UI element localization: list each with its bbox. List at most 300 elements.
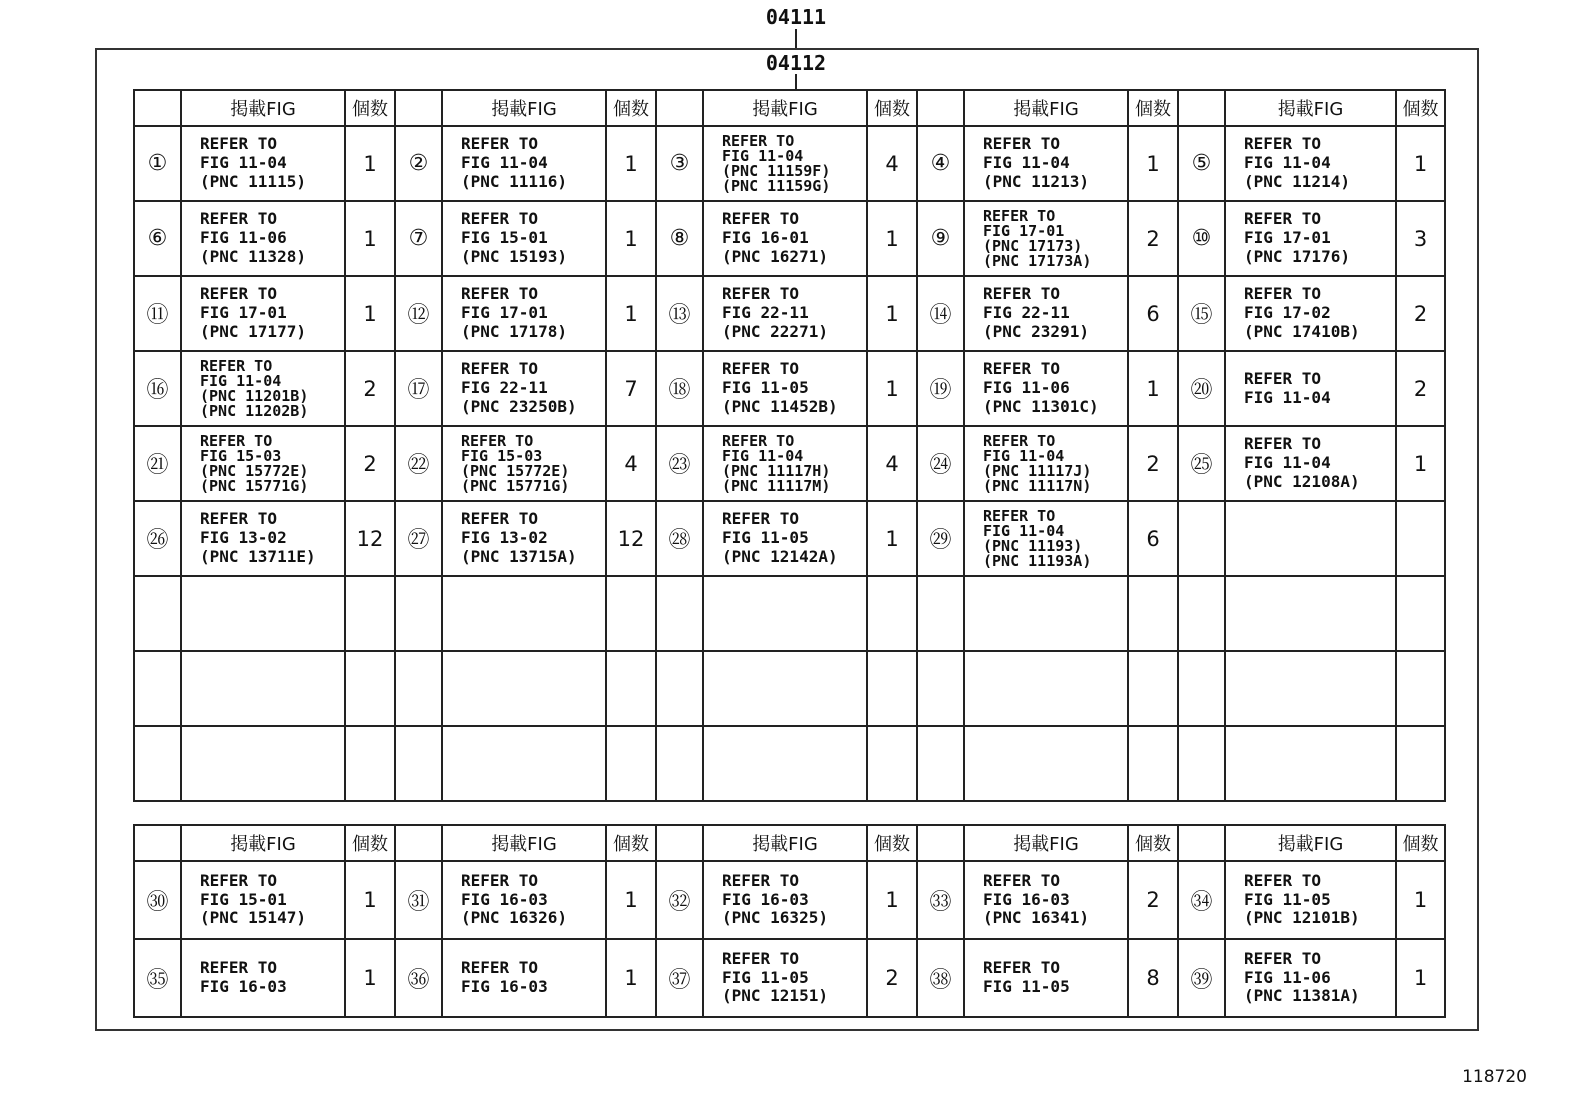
header-qty: 個数 (867, 90, 917, 126)
quantity: 2 (1128, 201, 1178, 276)
reference-line: (PNC 11201B) (200, 386, 309, 405)
header-number (656, 825, 703, 861)
quantity: 1 (345, 939, 395, 1017)
item-number: ㊱ (395, 939, 442, 1017)
reference-line: REFER TO (200, 134, 278, 154)
reference-line: (PNC 17410B) (1244, 321, 1360, 341)
header-number (395, 825, 442, 861)
reference-line: REFER TO (461, 958, 539, 978)
quantity: 1 (1128, 126, 1178, 201)
reference-line: FIG 13-02 (461, 528, 548, 548)
reference-line: FIG 11-04 (983, 446, 1065, 465)
fig-reference (703, 351, 867, 426)
assembly-code-inner: 04112 (765, 51, 827, 75)
header-qty: 個数 (1396, 825, 1445, 861)
item-number: ㉔ (917, 426, 964, 501)
empty-cell (1178, 576, 1225, 651)
header-number (1178, 90, 1225, 126)
header-qty: 個数 (606, 90, 656, 126)
item-number: ㉟ (134, 939, 181, 1017)
table-row (134, 939, 1445, 1017)
empty-cell (345, 576, 395, 651)
item-number: ① (134, 126, 181, 201)
item-number: ㉖ (134, 501, 181, 576)
reference-line: REFER TO (200, 356, 273, 375)
reference-line: (PNC 11115) (200, 171, 306, 191)
reference-line: (PNC 11328) (200, 246, 306, 266)
empty-cell (395, 726, 442, 801)
reference-line: REFER TO (200, 284, 278, 304)
item-number: ⑮ (1178, 276, 1225, 351)
empty-cell (345, 651, 395, 726)
empty-cell (1128, 651, 1178, 726)
reference-line: (PNC 12101B) (1244, 908, 1360, 928)
reference-line: (PNC 11117N) (983, 476, 1092, 495)
fig-reference (181, 201, 345, 276)
reference-line: REFER TO (461, 359, 539, 379)
item-number: ㊲ (656, 939, 703, 1017)
reference-line: FIG 11-06 (200, 228, 287, 248)
fig-reference (964, 276, 1128, 351)
reference-line: REFER TO (722, 359, 800, 379)
reference-line: (PNC 11159F) (722, 161, 831, 180)
item-number: ⑳ (1178, 351, 1225, 426)
reference-line: REFER TO (1244, 284, 1322, 304)
item-number: ⑦ (395, 201, 442, 276)
reference-line: REFER TO (200, 209, 278, 229)
empty-cell (181, 651, 345, 726)
reference-line: REFER TO (722, 131, 795, 150)
empty-cell (395, 651, 442, 726)
empty-cell (1178, 651, 1225, 726)
item-number: ㊴ (1178, 939, 1225, 1017)
reference-line: FIG 22-11 (983, 303, 1070, 323)
leader-line-inner (795, 74, 797, 90)
empty-row (134, 726, 1445, 801)
fig-reference (964, 201, 1128, 276)
reference-line: (PNC 15771G) (200, 476, 309, 495)
header-fig: 掲載FIG (181, 90, 345, 126)
empty-cell (1225, 726, 1396, 801)
empty-cell (1396, 651, 1445, 726)
reference-line: REFER TO (983, 359, 1061, 379)
reference-line: (PNC 16271) (722, 246, 828, 266)
reference-line: (PNC 17176) (1244, 246, 1350, 266)
quantity: 12 (606, 501, 656, 576)
fig-reference (181, 276, 345, 351)
empty-cell (1178, 726, 1225, 801)
reference-line: REFER TO (983, 506, 1056, 525)
table-header-row (134, 825, 1445, 861)
fig-reference (703, 201, 867, 276)
reference-line: FIG 17-01 (983, 221, 1065, 240)
item-number: ⑪ (134, 276, 181, 351)
reference-line: (PNC 11117M) (722, 476, 831, 495)
header-fig: 掲載FIG (703, 825, 867, 861)
reference-line: (PNC 17178) (461, 321, 567, 341)
reference-line: (PNC 11213) (983, 171, 1089, 191)
item-number: ㉑ (134, 426, 181, 501)
reference-line: (PNC 13715A) (461, 546, 577, 566)
empty-cell (867, 576, 917, 651)
quantity: 1 (867, 201, 917, 276)
parts-reference-table-bottom (133, 824, 1446, 1018)
empty-cell (442, 651, 606, 726)
header-qty: 個数 (606, 825, 656, 861)
reference-line: FIG 11-06 (983, 378, 1070, 398)
item-number (1178, 501, 1225, 576)
fig-reference (181, 351, 345, 426)
empty-cell (606, 651, 656, 726)
reference-line: FIG 11-04 (1244, 153, 1331, 173)
item-number: ㉜ (656, 861, 703, 939)
quantity: 8 (1128, 939, 1178, 1017)
header-fig: 掲載FIG (1225, 825, 1396, 861)
item-number: ㉙ (917, 501, 964, 576)
quantity: 1 (867, 861, 917, 939)
reference-line: (PNC 23291) (983, 321, 1089, 341)
fig-reference (703, 276, 867, 351)
quantity: 6 (1128, 276, 1178, 351)
reference-line: REFER TO (1244, 870, 1322, 890)
header-number (134, 825, 181, 861)
fig-reference (442, 126, 606, 201)
header-qty: 個数 (867, 825, 917, 861)
quantity: 6 (1128, 501, 1178, 576)
item-number: ㉘ (656, 501, 703, 576)
reference-line: FIG 11-04 (461, 153, 548, 173)
reference-line: REFER TO (722, 509, 800, 529)
empty-row (134, 576, 1445, 651)
reference-line: REFER TO (461, 431, 534, 450)
header-number (656, 90, 703, 126)
item-number: ㉚ (134, 861, 181, 939)
fig-reference (703, 501, 867, 576)
fig-reference (1225, 939, 1396, 1017)
fig-reference (703, 861, 867, 939)
table-row (134, 501, 1445, 576)
reference-line: REFER TO (983, 870, 1061, 890)
empty-cell (1128, 726, 1178, 801)
table-row (134, 351, 1445, 426)
empty-cell (134, 726, 181, 801)
reference-line: FIG 11-05 (722, 967, 809, 987)
item-number: ⑱ (656, 351, 703, 426)
reference-line: REFER TO (1244, 368, 1322, 388)
empty-cell (395, 576, 442, 651)
reference-line: REFER TO (200, 509, 278, 529)
fig-reference (1225, 201, 1396, 276)
reference-line: FIG 11-04 (200, 371, 282, 390)
reference-line: FIG 16-03 (461, 889, 548, 909)
reference-line: (PNC 15147) (200, 908, 306, 928)
table-row (134, 861, 1445, 939)
fig-reference (1225, 276, 1396, 351)
quantity: 2 (1396, 276, 1445, 351)
quantity: 4 (606, 426, 656, 501)
fig-reference (181, 126, 345, 201)
reference-line: FIG 11-04 (983, 521, 1065, 540)
item-number: ⑲ (917, 351, 964, 426)
quantity: 1 (345, 126, 395, 201)
reference-line: FIG 11-04 (722, 446, 804, 465)
reference-line: REFER TO (461, 509, 539, 529)
fig-reference (181, 861, 345, 939)
empty-cell (181, 726, 345, 801)
item-number: ⑨ (917, 201, 964, 276)
empty-cell (867, 651, 917, 726)
figure-id: 118720 (1462, 1067, 1527, 1087)
reference-line: FIG 16-03 (461, 977, 548, 996)
reference-line: (PNC 17173) (983, 236, 1083, 255)
reference-line: FIG 16-01 (722, 228, 809, 248)
reference-line: (PNC 12151) (722, 986, 828, 1006)
header-qty: 個数 (1396, 90, 1445, 126)
item-number: ㉗ (395, 501, 442, 576)
header-number (134, 90, 181, 126)
reference-line: FIG 11-04 (1244, 387, 1331, 407)
reference-line: FIG 11-05 (722, 528, 809, 548)
item-number: ⑰ (395, 351, 442, 426)
quantity: 1 (345, 201, 395, 276)
item-number: ⑤ (1178, 126, 1225, 201)
reference-line: (PNC 17177) (200, 321, 306, 341)
empty-cell (606, 576, 656, 651)
reference-line: FIG 13-02 (200, 528, 287, 548)
fig-reference (964, 501, 1128, 576)
reference-line: (PNC 16326) (461, 908, 567, 928)
reference-line: REFER TO (983, 134, 1061, 154)
fig-reference (1225, 351, 1396, 426)
fig-reference (442, 276, 606, 351)
reference-line: REFER TO (461, 134, 539, 154)
reference-line: (PNC 11193) (983, 536, 1083, 555)
reference-line: REFER TO (722, 948, 800, 968)
reference-line: (PNC 15771G) (461, 476, 570, 495)
header-fig: 掲載FIG (964, 90, 1128, 126)
reference-line: FIG 22-11 (461, 378, 548, 398)
reference-line: (PNC 11117H) (722, 461, 831, 480)
quantity: 1 (1396, 939, 1445, 1017)
reference-line: (PNC 11193A) (983, 551, 1092, 570)
reference-line: REFER TO (461, 284, 539, 304)
quantity: 1 (1396, 861, 1445, 939)
quantity: 1 (867, 276, 917, 351)
empty-cell (703, 726, 867, 801)
fig-reference (964, 939, 1128, 1017)
empty-cell (1396, 726, 1445, 801)
empty-cell (917, 576, 964, 651)
header-fig: 掲載FIG (703, 90, 867, 126)
reference-line: (PNC 11381A) (1244, 986, 1360, 1006)
empty-cell (134, 576, 181, 651)
quantity: 2 (1128, 861, 1178, 939)
header-fig: 掲載FIG (442, 825, 606, 861)
empty-cell (867, 726, 917, 801)
reference-line: FIG 11-04 (722, 146, 804, 165)
fig-reference (1225, 861, 1396, 939)
fig-reference (442, 426, 606, 501)
empty-cell (345, 726, 395, 801)
quantity: 1 (345, 861, 395, 939)
fig-reference (1225, 126, 1396, 201)
table-row (134, 276, 1445, 351)
leader-line-outer (795, 29, 797, 48)
header-fig: 掲載FIG (964, 825, 1128, 861)
fig-reference (442, 201, 606, 276)
empty-cell (964, 651, 1128, 726)
reference-line: REFER TO (983, 431, 1056, 450)
reference-line: (PNC 11159G) (722, 176, 831, 195)
reference-line: (PNC 22271) (722, 321, 828, 341)
item-number: ㉕ (1178, 426, 1225, 501)
item-number: ⑫ (395, 276, 442, 351)
reference-line: FIG 11-04 (983, 153, 1070, 173)
quantity: 1 (345, 276, 395, 351)
reference-line: REFER TO (1244, 434, 1322, 454)
empty-cell (442, 726, 606, 801)
fig-reference (181, 426, 345, 501)
quantity: 2 (1128, 426, 1178, 501)
fig-reference (964, 426, 1128, 501)
fig-reference (442, 501, 606, 576)
reference-line: (PNC 11202B) (200, 401, 309, 420)
empty-cell (703, 576, 867, 651)
reference-line: REFER TO (722, 431, 795, 450)
parts-reference-table-top (133, 89, 1446, 802)
reference-line: (PNC 11452B) (722, 396, 838, 416)
item-number: ㉒ (395, 426, 442, 501)
reference-line: FIG 15-03 (461, 446, 543, 465)
reference-line: FIG 16-03 (983, 889, 1070, 909)
header-number (1178, 825, 1225, 861)
reference-line: FIG 17-01 (1244, 228, 1331, 248)
fig-reference (964, 861, 1128, 939)
reference-line: FIG 11-06 (1244, 967, 1331, 987)
item-number: ㉓ (656, 426, 703, 501)
header-number (395, 90, 442, 126)
table-row (134, 426, 1445, 501)
header-qty: 個数 (345, 90, 395, 126)
reference-line: REFER TO (722, 209, 800, 229)
empty-cell (964, 576, 1128, 651)
reference-line: REFER TO (1244, 948, 1322, 968)
reference-line: FIG 11-04 (200, 153, 287, 173)
empty-cell (1128, 576, 1178, 651)
reference-line: FIG 15-01 (461, 228, 548, 248)
reference-line: (PNC 11301C) (983, 396, 1099, 416)
fig-reference (964, 351, 1128, 426)
empty-cell (703, 651, 867, 726)
empty-row (134, 651, 1445, 726)
fig-reference (442, 939, 606, 1017)
fig-reference (442, 351, 606, 426)
quantity: 4 (867, 426, 917, 501)
fig-reference (181, 939, 345, 1017)
reference-line: (PNC 11214) (1244, 171, 1350, 191)
reference-line: REFER TO (722, 870, 800, 890)
quantity: 12 (345, 501, 395, 576)
reference-line: REFER TO (983, 958, 1061, 978)
quantity: 1 (606, 126, 656, 201)
empty-cell (656, 576, 703, 651)
reference-line: (PNC 11116) (461, 171, 567, 191)
reference-line: REFER TO (1244, 209, 1322, 229)
header-qty: 個数 (1128, 825, 1178, 861)
header-number (917, 90, 964, 126)
reference-line: REFER TO (461, 209, 539, 229)
quantity: 1 (867, 351, 917, 426)
empty-cell (1225, 651, 1396, 726)
reference-line: FIG 16-03 (200, 977, 287, 996)
reference-line: FIG 16-03 (722, 889, 809, 909)
fig-reference (703, 939, 867, 1017)
item-number: ⑯ (134, 351, 181, 426)
item-number: ④ (917, 126, 964, 201)
fig-reference (181, 501, 345, 576)
reference-line: REFER TO (1244, 134, 1322, 154)
table-header-row (134, 90, 1445, 126)
reference-line: REFER TO (200, 431, 273, 450)
header-fig: 掲載FIG (1225, 90, 1396, 126)
item-number: ② (395, 126, 442, 201)
reference-line: REFER TO (200, 958, 278, 978)
quantity: 2 (345, 426, 395, 501)
item-number: ⑥ (134, 201, 181, 276)
reference-line: FIG 17-01 (461, 303, 548, 323)
assembly-code-outer: 04111 (765, 5, 827, 29)
reference-line: FIG 22-11 (722, 303, 809, 323)
quantity: 1 (1396, 126, 1445, 201)
fig-reference (1225, 501, 1396, 576)
reference-line: FIG 17-01 (200, 303, 287, 323)
quantity: 2 (867, 939, 917, 1017)
reference-line: (PNC 17173A) (983, 251, 1092, 270)
empty-cell (606, 726, 656, 801)
header-fig: 掲載FIG (442, 90, 606, 126)
reference-line: (PNC 16341) (983, 908, 1089, 928)
empty-cell (917, 651, 964, 726)
reference-line: (PNC 11117J) (983, 461, 1092, 480)
item-number: ㉛ (395, 861, 442, 939)
quantity: 2 (1396, 351, 1445, 426)
quantity: 1 (606, 861, 656, 939)
reference-line: REFER TO (983, 284, 1061, 304)
table-row (134, 201, 1445, 276)
quantity: 1 (606, 276, 656, 351)
header-qty: 個数 (345, 825, 395, 861)
quantity: 2 (345, 351, 395, 426)
reference-line: FIG 15-01 (200, 889, 287, 909)
reference-line: (PNC 15772E) (200, 461, 309, 480)
reference-line: REFER TO (722, 284, 800, 304)
quantity: 1 (867, 501, 917, 576)
quantity: 1 (606, 201, 656, 276)
empty-cell (964, 726, 1128, 801)
table-row (134, 126, 1445, 201)
reference-line: (PNC 12142A) (722, 546, 838, 566)
reference-line: (PNC 15772E) (461, 461, 570, 480)
quantity: 3 (1396, 201, 1445, 276)
reference-line: (PNC 12108A) (1244, 471, 1360, 491)
empty-cell (656, 726, 703, 801)
reference-line: FIG 11-04 (1244, 453, 1331, 473)
quantity: 1 (606, 939, 656, 1017)
reference-line: REFER TO (461, 870, 539, 890)
item-number: ⑧ (656, 201, 703, 276)
quantity: 1 (1396, 426, 1445, 501)
quantity: 7 (606, 351, 656, 426)
